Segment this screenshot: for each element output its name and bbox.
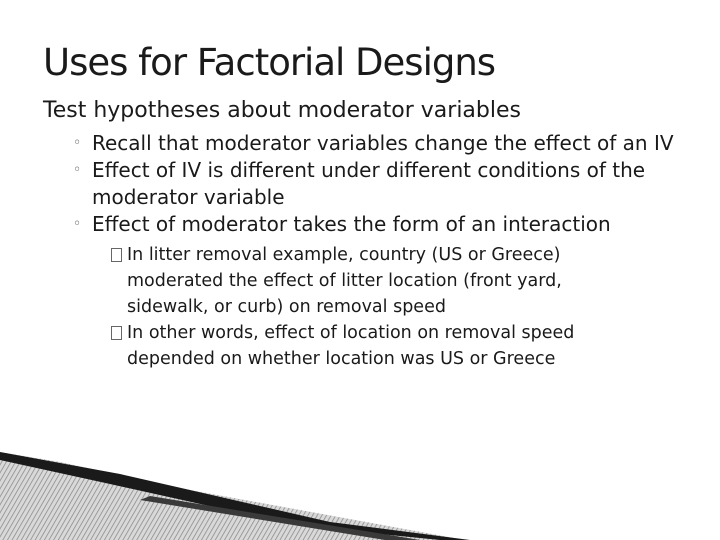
slide-title: Uses for Factorial Designs — [43, 41, 496, 84]
detail-point — [111, 242, 644, 320]
sub-point-list — [43, 130, 693, 372]
sub-point-text: Recall that moderator variables change the effect of an IV — [92, 131, 674, 155]
sub-point — [73, 211, 693, 372]
sub-point-text: Effect of moderator takes the form of an interaction — [92, 212, 611, 236]
sub-point — [73, 130, 693, 157]
slide-body — [43, 96, 693, 372]
box-bullet-icon — [111, 326, 122, 340]
circle-bullet-icon: ◦ — [73, 135, 82, 151]
sub-point — [73, 157, 693, 211]
detail-point-text: In litter removal example, country (US or Greece) moderated the effect of litter location (front yard, sidewalk, or curb) on removal speed — [127, 245, 562, 317]
detail-point — [111, 320, 644, 372]
detail-point-text: In other words, effect of location on removal speed depended on whether location was US or Greece — [127, 323, 575, 369]
circle-bullet-icon: ◦ — [73, 216, 82, 232]
circle-bullet-icon: ◦ — [73, 162, 82, 178]
detail-point-list — [43, 242, 644, 372]
main-point: Test hypotheses about moderator variables — [43, 98, 521, 123]
sub-point-text: Effect of IV is different under different conditions of the moderator variable — [92, 158, 646, 209]
box-bullet-icon — [111, 248, 122, 262]
